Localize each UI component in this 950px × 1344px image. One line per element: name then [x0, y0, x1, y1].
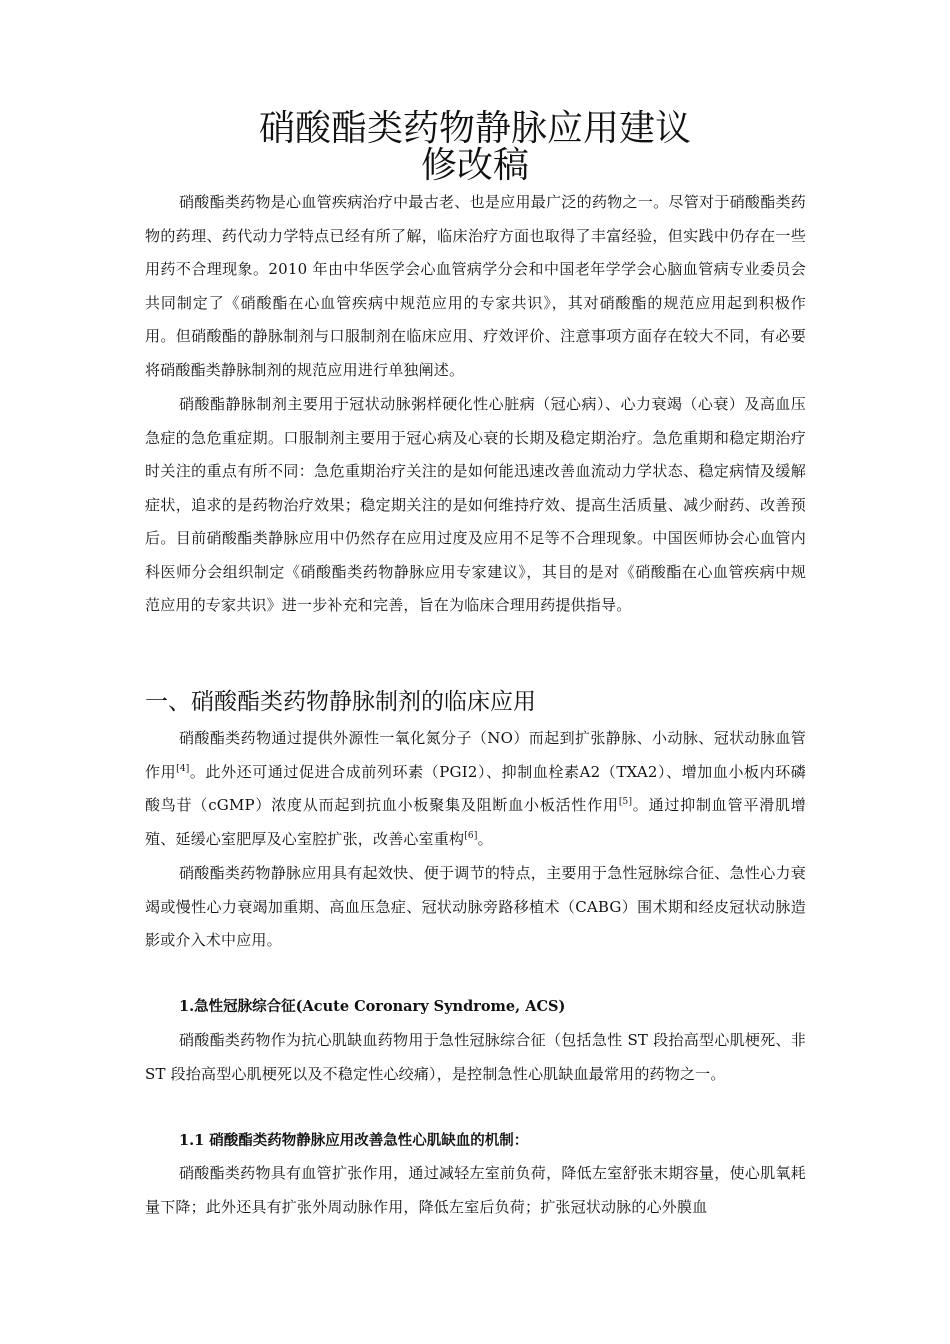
reference-4: [4] [176, 763, 190, 774]
subsection-1-heading: 1.急性冠脉综合征(Acute Coronary Syndrome, ACS) [179, 998, 566, 1015]
document-subtitle: 修改稿 [420, 145, 529, 186]
intro-paragraph-1: 硝酸酯类药物是心血管疾病治疗中最古老、也是应用最广泛的药物之一。尽管对于硝酸酯类药物的药理、药代动力学特点已经有所了解，临床治疗方面也取得了丰富经验，但实践中仍存在一些用药不合理现象。2010 年由中华医学会心血管病学分会和中国老年学学会心脑血管病专业委员会共同制定了《硝酸酯在心血管疾病中规范应用的专家共识》，其对硝酸酯的规范应用起到积极作用。但硝酸酯的静脉制剂与口服制剂在临床应用、疗效评价、注意事项方面存在较大不同，有必要将硝酸酯类静脉制剂的规范应用进行单独阐述。 [145, 193, 806, 379]
section-1-paragraph-2: 硝酸酯类药物静脉应用具有起效快、便于调节的特点，主要用于急性冠脉综合征、急性心力衰竭或慢性心力衰竭加重期、高血压急症、冠状动脉旁路移植术（CABG）围术期和经皮冠状动脉造影或介入术中应用。 [145, 864, 806, 949]
reference-6: [6] [464, 830, 478, 841]
section-1-paragraph-1 [145, 722, 806, 856]
section-1-text-c: 。通过抑制血管平滑肌增殖、延缓心室肥厚及心室腔扩张，改善心室重构 [145, 796, 807, 848]
subsection-1-paragraph: 硝酸酯类药物作为抗心肌缺血药物用于急性冠脉综合征（包括急性 ST 段抬高型心肌梗死、非 ST 段抬高型心肌梗死以及不稳定性心绞痛），是控制急性心肌缺血最常用的药物之一。 [145, 1031, 806, 1083]
section-1-text-b: 。此外还可通过促进合成前列环素（PGI2）、抑制血栓素A2（TXA2）、增加血小板内环磷酸鸟苷（cGMP）浓度从而起到抗血小板聚集及阻断血小板活性作用 [145, 762, 806, 814]
section-1-text-a: 硝酸酯类药物通过提供外源性一氧化氮分子（NO）而起到扩张静脉、小动脉、冠状动脉血管作用 [145, 729, 806, 781]
subsection-1-1-paragraph: 硝酸酯类药物具有血管扩张作用，通过减轻左室前负荷，降低左室舒张末期容量，使心肌氧耗量下降；此外还具有扩张外周动脉作用，降低左室后负荷；扩张冠状动脉的心外膜血 [145, 1164, 806, 1216]
section-1-text-d: 。 [477, 829, 493, 848]
section-1-heading: 一、硝酸酯类药物静脉制剂的临床应用 [145, 689, 536, 715]
reference-5: [5] [618, 797, 633, 807]
document-title: 硝酸酯类药物静脉应用建议 [258, 108, 691, 149]
subsection-1-1-heading: 1.1 硝酸酯类药物静脉应用改善急性心肌缺血的机制： [179, 1132, 529, 1149]
intro-paragraph-2: 硝酸酯静脉制剂主要用于冠状动脉粥样硬化性心脏病（冠心病）、心力衰竭（心衰）及高血压急症的急危重症期。口服制剂主要用于冠心病及心衰的长期及稳定期治疗。急危重期和稳定期治疗时关注的重点有所不同：急危重期治疗关注的是如何能迅速改善血流动力学状态、稳定病情及缓解症状，追求的是药物治疗效果；稳定期关注的是如何维持疗效、提高生活质量、减少耐药、改善预后。目前硝酸酯类静脉应用中仍然存在应用过度及应用不足等不合理现象。中国医师协会心血管内科医师分会组织制定《硝酸酯类药物静脉应用专家建议》，其目的是对《硝酸酯在心血管疾病中规范应用的专家共识》进一步补充和完善，旨在为临床合理用药提供指导。 [145, 395, 806, 614]
